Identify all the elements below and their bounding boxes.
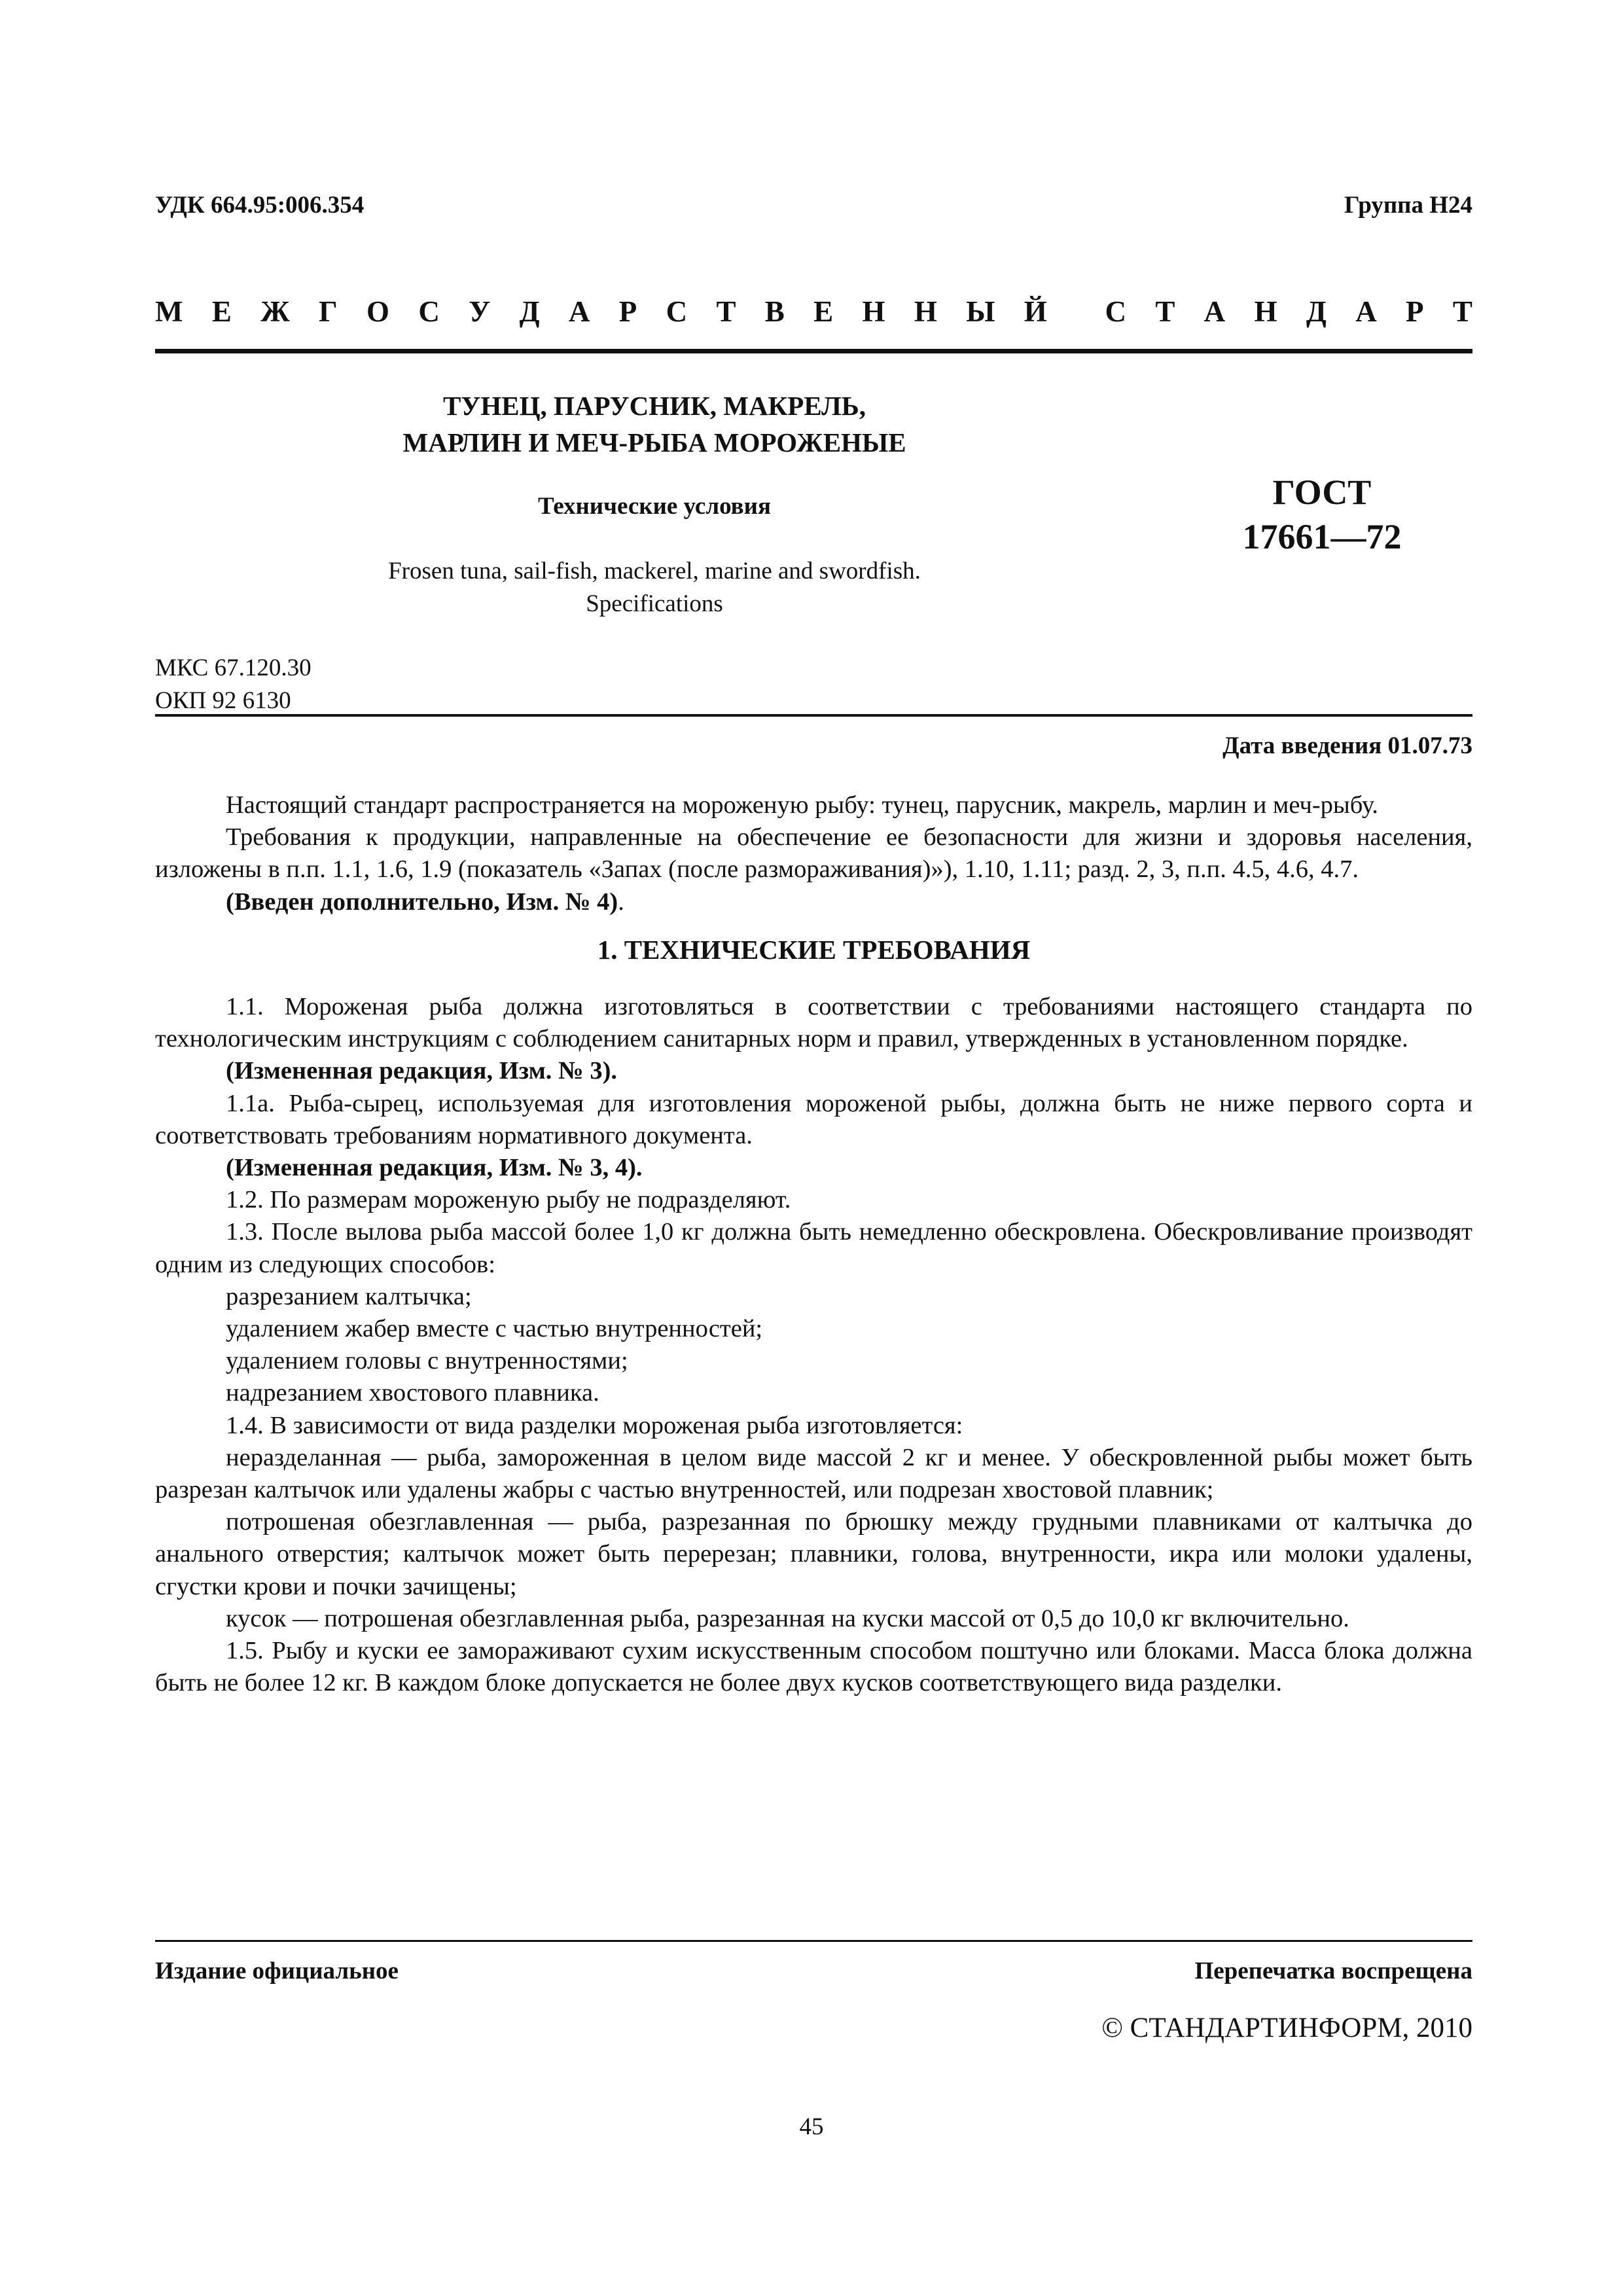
gost-number: [1217, 470, 1427, 559]
document-body: [155, 789, 1472, 1699]
title-line: МАРЛИН И МЕЧ-РЫБА МОРОЖЕНЫЕ: [402, 427, 906, 457]
heading-letter: А: [1204, 295, 1226, 328]
cut-type-item: потрошеная обезглавленная — рыба, разрезанная по брюшку между грудными плавниками от калтычка до анального отверстия; калтычок может быть перерезан; плавники, голова, внутренности, икра или молоки удалены, сгустки крови и почки зачищены;: [155, 1508, 1472, 1600]
document-subtitle: Технические условия: [538, 493, 771, 520]
amendment-note: (Измененная редакция, Изм. № 3, 4).: [226, 1154, 643, 1182]
introduction-date: Дата введения 01.07.73: [1222, 732, 1472, 759]
method-item: разрезанием калтычка;: [226, 1282, 472, 1310]
classification-codes: [155, 652, 312, 717]
amendment-note: [155, 886, 1472, 918]
heading-letter: Ы: [966, 295, 995, 328]
method-item: удалением головы с внутренностями;: [226, 1347, 628, 1375]
codes-rule: [155, 714, 1472, 717]
heading-letter: Г: [319, 295, 338, 328]
gost-code: 17661—72: [1242, 517, 1402, 556]
clause-1-5: 1.5. Рыбу и куски ее замораживают сухим искусственным способом поштучно или блоками. Масса блока должна быть не более 12 кг. В каждом блоке допускается не более двух кусков соответствующего вида разделки.: [155, 1637, 1472, 1697]
english-title-line: Frosen tuna, sail-fish, mackerel, marine and swordfish.: [388, 558, 921, 584]
amendment-note-tail: .: [618, 888, 624, 916]
clause-1-1: 1.1. Мороженая рыба должна изготовляться в соответствии с требованиями настоящего стандарта по технологическим инструкциям с соблюдением санитарных норм и правил, утвержденных в установленном порядке.: [155, 993, 1472, 1053]
copyright-notice: © СТАНДАРТИНФОРМ, 2010: [1101, 2013, 1472, 2043]
document-title: [327, 387, 982, 461]
mks-code: МКС 67.120.30: [155, 655, 312, 681]
clause-1-1a: 1.1а. Рыба-сырец, используемая для изготовления мороженой рыбы, должна быть не ниже первого сорта и соответствовать требованиям нормативного документа.: [155, 1089, 1472, 1149]
header-rule: [155, 349, 1472, 353]
heading-letter: Р: [1406, 295, 1424, 328]
clause-1-3: 1.3. После вылова рыба массой более 1,0 кг должна быть немедленно обескровлена. Обескровливание производят одним из следующих способов:: [155, 1218, 1472, 1278]
footer-rule: [155, 1940, 1472, 1942]
heading-letter: Р: [618, 295, 637, 328]
method-item: удалением жабер вместе с частью внутренностей;: [226, 1315, 763, 1343]
heading-letter: Д: [1306, 295, 1327, 328]
okp-code: ОКП 92 6130: [155, 687, 291, 714]
heading-letter: А: [568, 295, 590, 328]
heading-letter: Й: [1024, 295, 1047, 328]
english-title: [262, 555, 1047, 620]
heading-letter: А: [1355, 295, 1377, 328]
udk-code: УДК 664.95:006.354: [155, 192, 365, 219]
gost-label: ГОСТ: [1272, 473, 1372, 512]
heading-letter: Д: [519, 295, 540, 328]
method-item: надрезанием хвостового плавника.: [226, 1379, 599, 1407]
scope-paragraph: Настоящий стандарт распространяется на мороженую рыбу: тунец, парусник, макрель, марлин и меч-рыбу.: [226, 791, 1378, 819]
heading-letter: Е: [211, 295, 232, 328]
interstate-standard-heading: [155, 295, 1472, 329]
cut-type-item: кусок — потрошеная обезглавленная рыба, разрезанная на куски массой от 0,5 до 10,0 кг включительно.: [226, 1604, 1349, 1632]
heading-letter: Т: [716, 295, 736, 328]
title-line: ТУНЕЦ, ПАРУСНИК, МАКРЕЛЬ,: [442, 391, 866, 421]
heading-letter: О: [366, 295, 390, 328]
official-edition-label: Издание официальное: [155, 1958, 399, 1984]
heading-letter: С: [418, 295, 440, 328]
heading-letter: С: [666, 295, 688, 328]
reprint-prohibited-label: Перепечатка воспрещена: [1194, 1958, 1472, 1984]
clause-1-2: 1.2. По размерам мороженую рыбу не подразделяют.: [226, 1186, 791, 1214]
english-title-line: Specifications: [586, 590, 723, 617]
amendment-note: (Измененная редакция, Изм. № 3).: [226, 1057, 618, 1085]
amendment-note-text: (Введен дополнительно, Изм. № 4): [226, 888, 618, 916]
heading-letter: Ж: [260, 295, 290, 328]
group-code: Группа Н24: [1344, 192, 1472, 219]
page-number: 45: [799, 2113, 824, 2140]
heading-letter: Н: [862, 295, 885, 328]
heading-letter: М: [155, 295, 183, 328]
section-heading: 1. ТЕХНИЧЕСКИЕ ТРЕБОВАНИЯ: [597, 934, 1031, 965]
cut-type-item: неразделанная — рыба, замороженная в целом виде массой 2 кг и менее. У обескровленной рыбы может быть разрезан калтычок или удалены жабры с частью внутренностей, или подрезан хвостовой плавник;: [155, 1443, 1472, 1504]
heading-letter: С: [1105, 295, 1126, 328]
clause-1-4: 1.4. В зависимости от вида разделки мороженая рыба изготовляется:: [226, 1411, 963, 1439]
heading-letter: В: [764, 295, 785, 328]
heading-letter: Т: [1452, 295, 1472, 328]
heading-letter: Е: [813, 295, 834, 328]
heading-letter: Н: [1254, 295, 1277, 328]
heading-letter: Т: [1155, 295, 1175, 328]
safety-paragraph: Требования к продукции, направленные на обеспечение ее безопасности для жизни и здоровья населения, изложены в п.п. 1.1, 1.6, 1.9 (показатель «Запах (после размораживания)»), 1.10, 1.11; разд. 2, 3, п.п. 4.5, 4.6, 4.7.: [155, 823, 1472, 884]
heading-letter: Н: [914, 295, 937, 328]
heading-letter: У: [469, 295, 491, 328]
